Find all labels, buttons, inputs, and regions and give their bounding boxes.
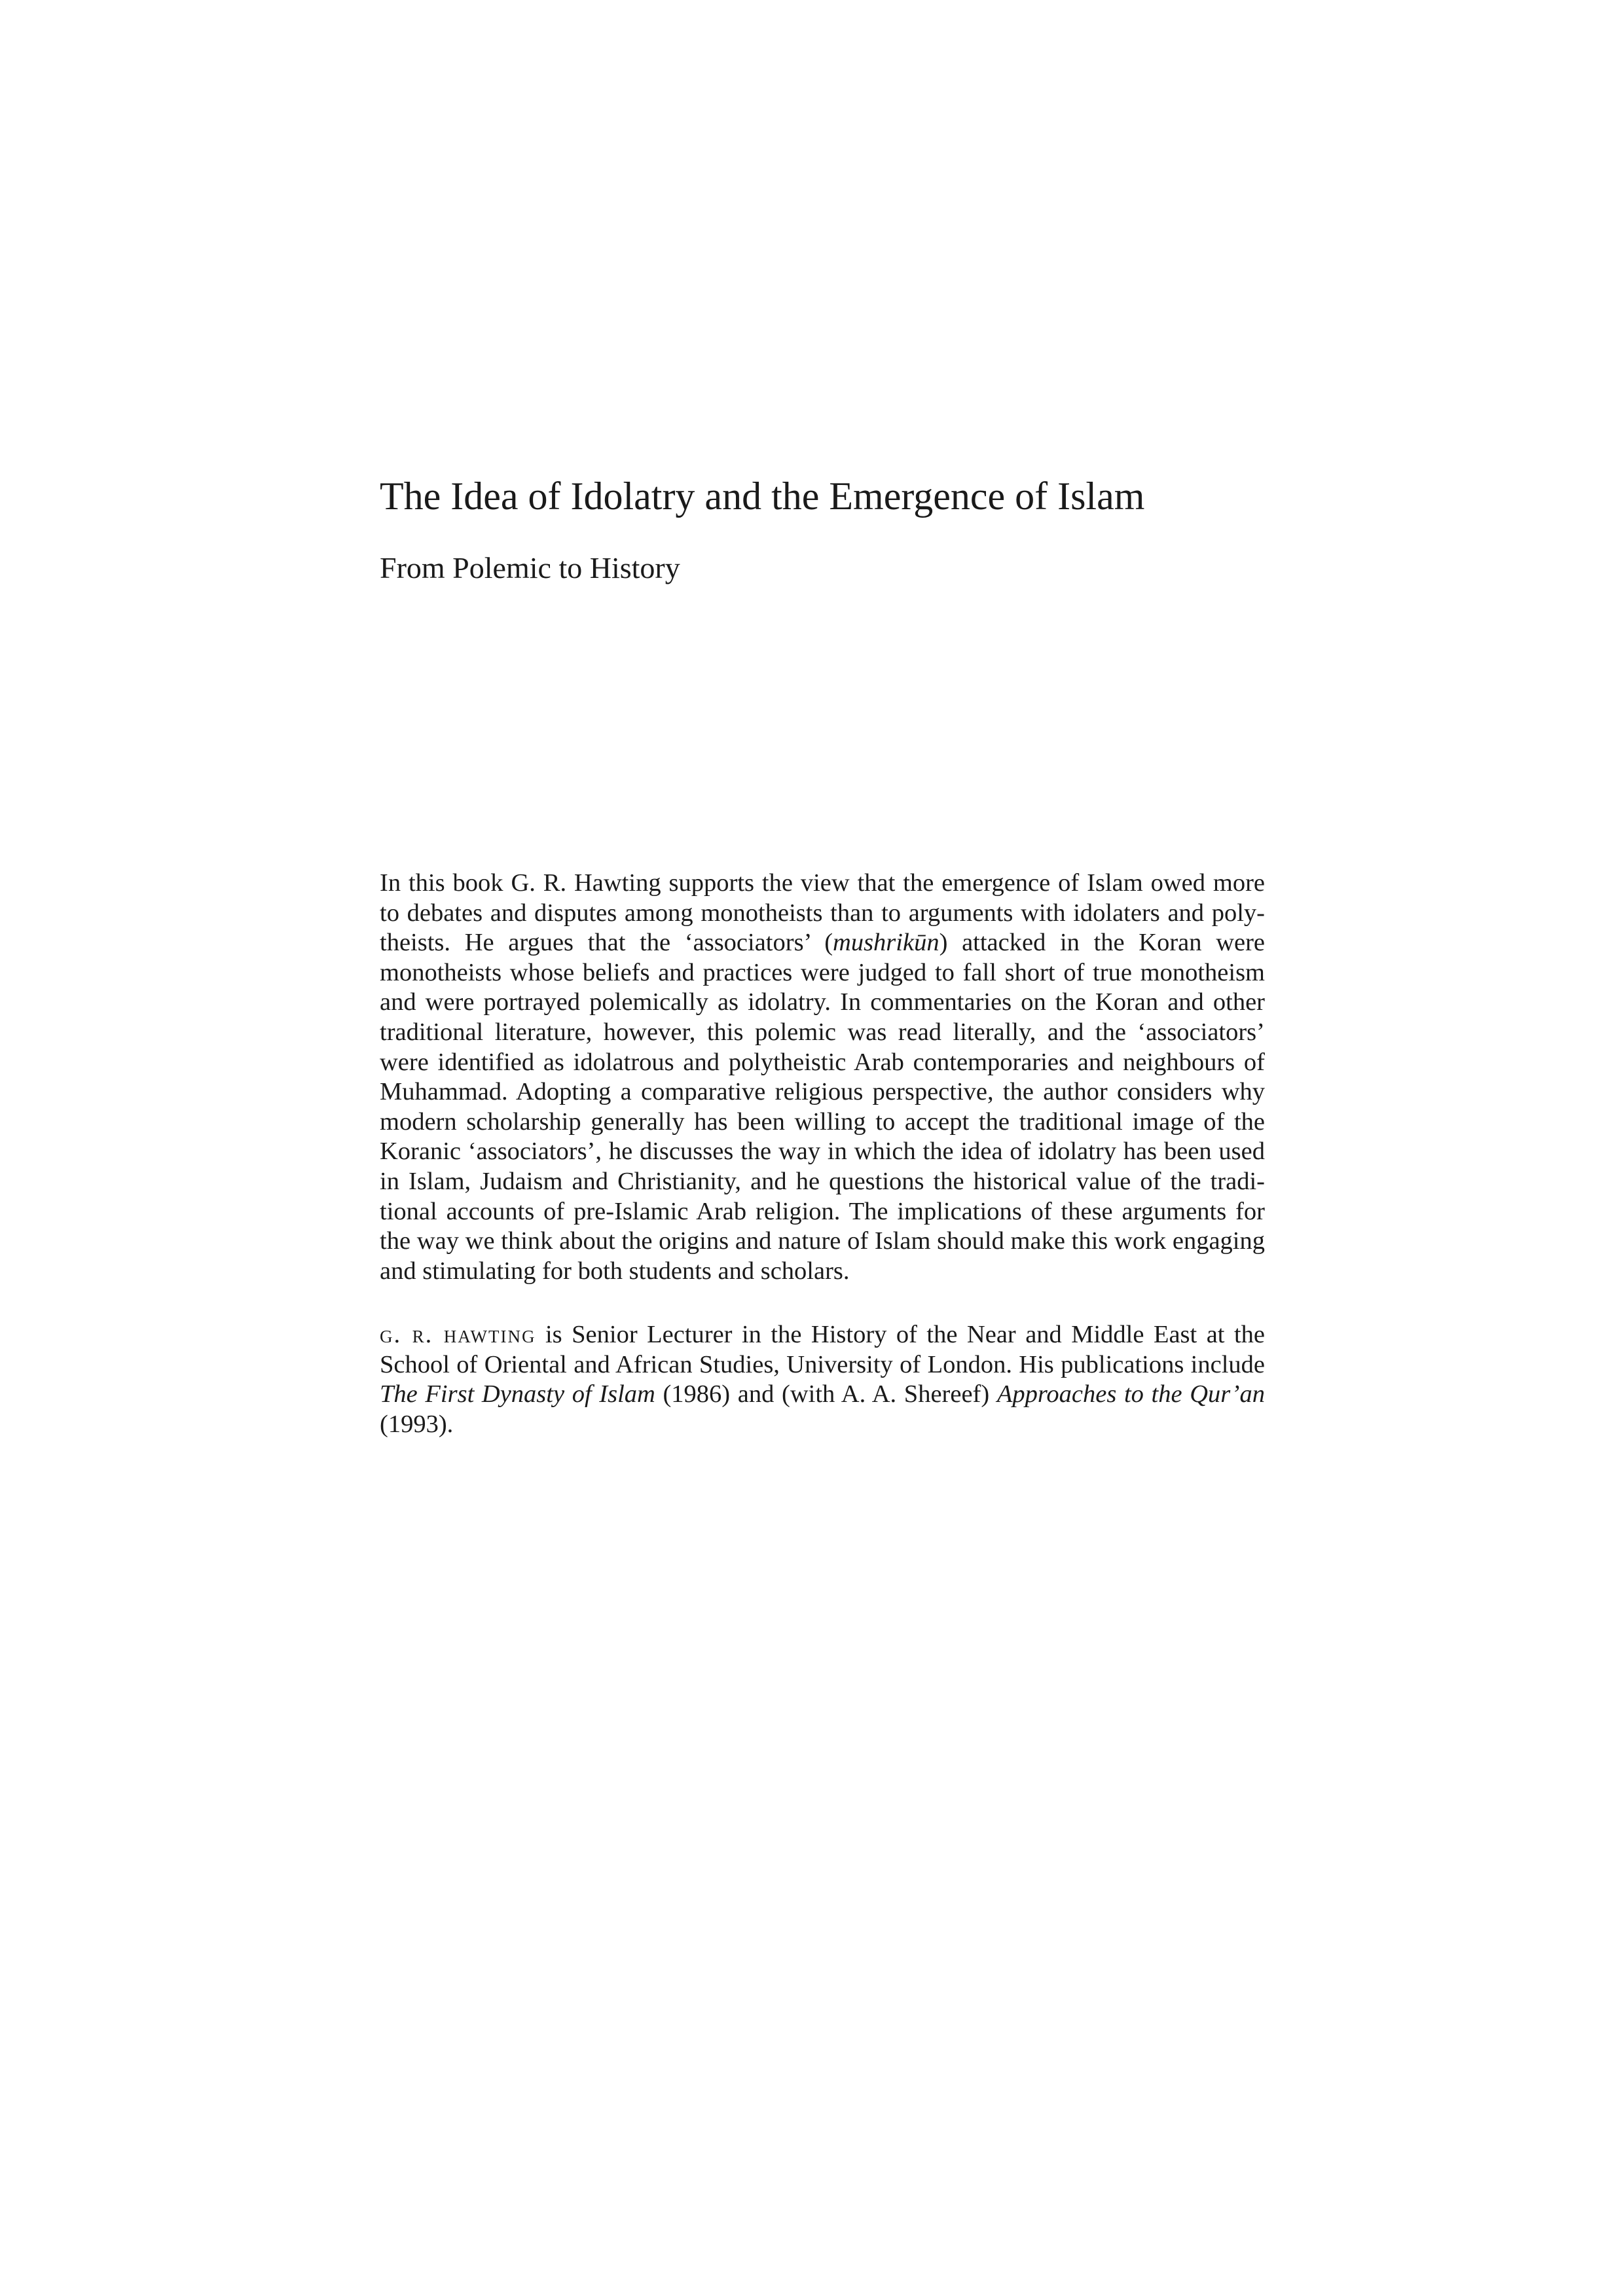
publication-title: The First Dynasty of Islam xyxy=(380,1380,655,1408)
author-bio-text-2: (1986) and (with A. A. Shereef) xyxy=(655,1380,997,1408)
book-description-text-continued: ) attacked in the Koran were monotheists whose beliefs and practices were judged to fall short of true monotheism and were portrayed polemically as idolatry. In commentaries on the Koran and other traditional literature, however, this polemic was read literally, and the ‘associators’ were identified as idolatrous and polytheistic Arab contemporaries and neighbours of Muhammad. Adopting a comparative religious perspective, the author considers why modern scholarship generally has been willing to accept the traditional image of the Koranic ‘associators’, he discusses the way in which the idea of idolatry has been used in Islam, Judaism and Christianity, and he questions the historical value of the traditional accounts of pre-Islamic Arab religion. The implications of these arguments for the way we think about the origins and nature of Islam should make this work engaging and stimulating for both students and scholars. xyxy=(380,929,1265,1285)
page-title: The Idea of Idolatry and the Emergence of Islam xyxy=(380,475,1145,518)
publication-title: Approaches to the Qur’an xyxy=(996,1380,1265,1408)
author-bio-text: is Senior Lecturer in the History of the Near and Middle East at the School of Oriental and African Studies, University of London. His publications include xyxy=(380,1321,1265,1378)
book-description xyxy=(380,869,1265,1286)
book-description-text: In this book G. R. Hawting supports the view that the emergence of Islam owed more to debates and disputes among monotheists than to arguments with idolaters and polytheists. He argues that the ‘associators’ ( xyxy=(380,869,1265,957)
page-subtitle: From Polemic to History xyxy=(380,551,680,584)
author-name: g. r. hawting xyxy=(380,1321,536,1348)
term-mushrikun: mushrikūn xyxy=(833,929,939,957)
author-bio-text-3: (1993). xyxy=(380,1410,454,1438)
author-bio xyxy=(380,1320,1265,1439)
